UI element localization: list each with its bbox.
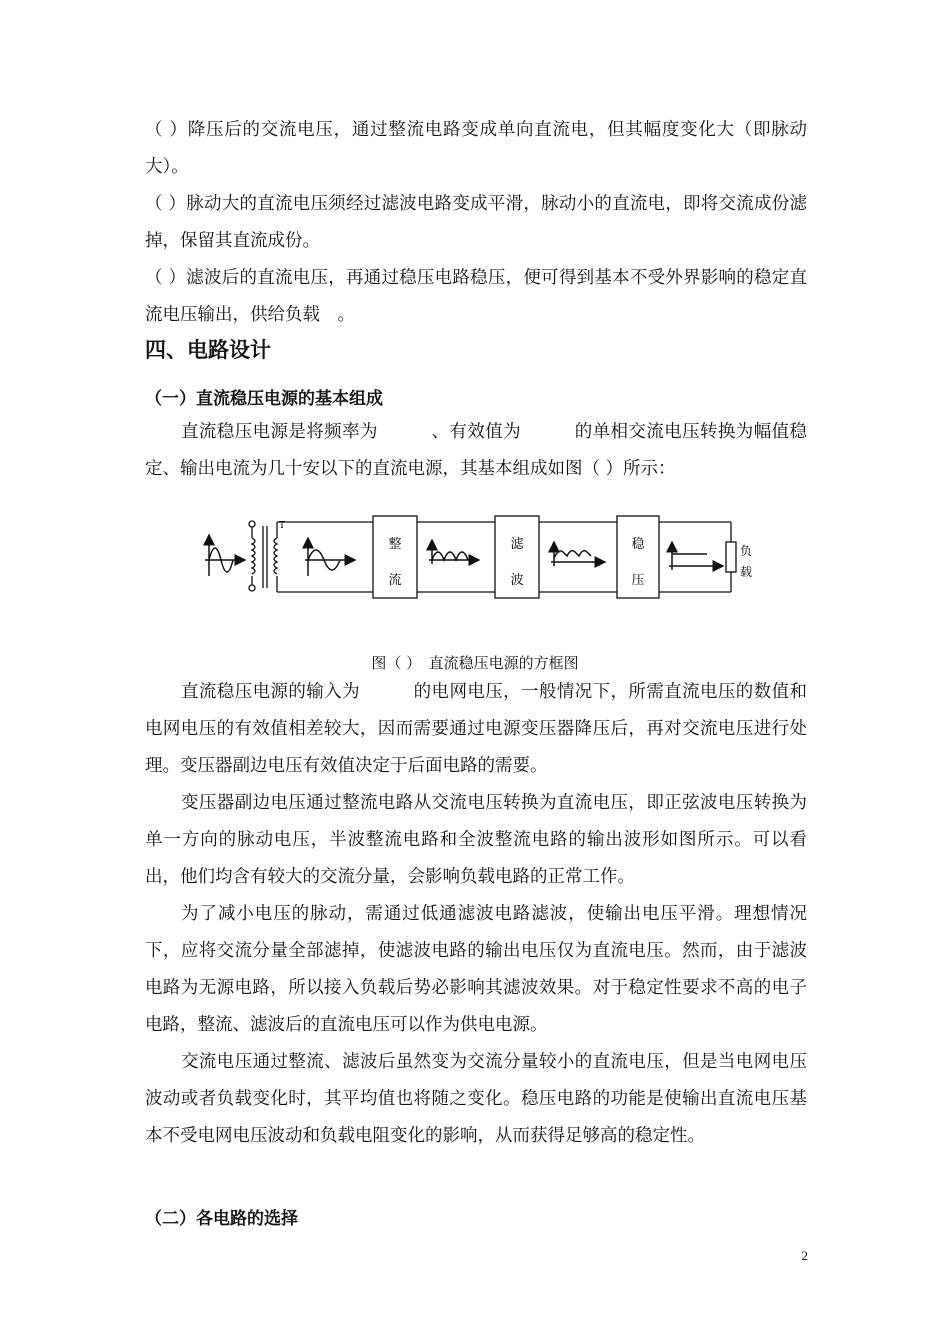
load-resistor [726, 542, 736, 572]
paragraph-step-3: （ ）降压后的交流电压，通过整流电路变成单向直流电，但其幅度变化大（即脉动大）。 [145, 120, 807, 177]
body-paragraph-2: 变压器副边电压通过整流电路从交流电压转换为直流电压，即正弦波电压转换为单一方向的脉动电压，半波整流电路和全波整流电路的输出波形如图所示。可以看出，他们均含有较大的交流分量，会影响负载电路的正常工作。 [145, 793, 807, 887]
rectified-wave [429, 540, 479, 564]
rectifier-label-1: 整 [388, 537, 402, 552]
regulator-label-1: 稳 [631, 537, 645, 552]
body-paragraph-1: 直流稳压电源的输入为 的电网电压，一般情况下，所需直流电压的数值和电网电压的有效值相差较大，因而需要通过电源变压器降压后，再对交流电压进行处理。变压器副边电压有效值决定于后面电路的需要。 [145, 682, 807, 776]
body-paragraph-3: 为了减小电压的脉动，需通过低通滤波电路滤波，使输出电压平滑。理想情况下，应将交流分量全部滤掉，使滤波电路的输出电压仅为直流电压。然而，由于滤波电路为无源电路，所以接入负载后势必影响其滤波效果。对于稳定性要求不高的电子电路，整流、滤波后的直流电压可以作为供电电源。 [145, 904, 807, 1035]
paragraph-step-5: （ ）滤波后的直流电压，再通过稳压电路稳压，便可得到基本不受外界影响的稳定直流电压输出，供给负载 。 [145, 268, 807, 325]
subsection-heading-1: （一）直流稳压电源的基本组成 [145, 389, 383, 409]
input-sine-wave [205, 535, 245, 576]
paragraph-step-4: （ ）脉动大的直流电压须经过滤波电路变成平滑，脉动小的直流电，即将交流成份滤掉，保留其直流成份。 [145, 194, 807, 251]
section-heading: 四、电路设计 [145, 337, 271, 362]
block-diagram [195, 510, 765, 615]
transformer-symbol [249, 521, 277, 592]
filtered-wave [551, 542, 605, 566]
secondary-sine-wave [305, 538, 355, 576]
figure-caption: 图（ ） 直流稳压电源的方框图 [371, 654, 579, 672]
transformer-label: T [279, 521, 286, 531]
connection-wires [277, 522, 731, 592]
filter-label-2: 波 [510, 573, 524, 588]
load-label-1: 负 [739, 544, 753, 558]
load-label-2: 载 [739, 565, 753, 579]
body-paragraph-4: 交流电压通过整流、滤波后虽然变为交流分量较小的直流电压，但是当电网电压波动或者负载变化时，其平均值也将随之变化。稳压电路的功能是使输出直流电压基本不受电网电压波动和负载电阻变化的影响，从而获得足够高的稳定性。 [145, 1052, 807, 1146]
regulator-label-2: 压 [631, 573, 645, 588]
regulated-dc-wave [669, 542, 723, 570]
intro-paragraph: 直流稳压电源是将频率为 、有效值为 的单相交流电压转换为幅值稳定、输出电流为几十安以下的直流电源，其基本组成如图（ ）所示： [145, 422, 807, 479]
rectifier-label-2: 流 [388, 573, 402, 588]
subsection-heading-2: （二）各电路的选择 [145, 1209, 298, 1229]
filter-label-1: 滤 [510, 537, 524, 552]
page-number: 2 [801, 1248, 808, 1263]
